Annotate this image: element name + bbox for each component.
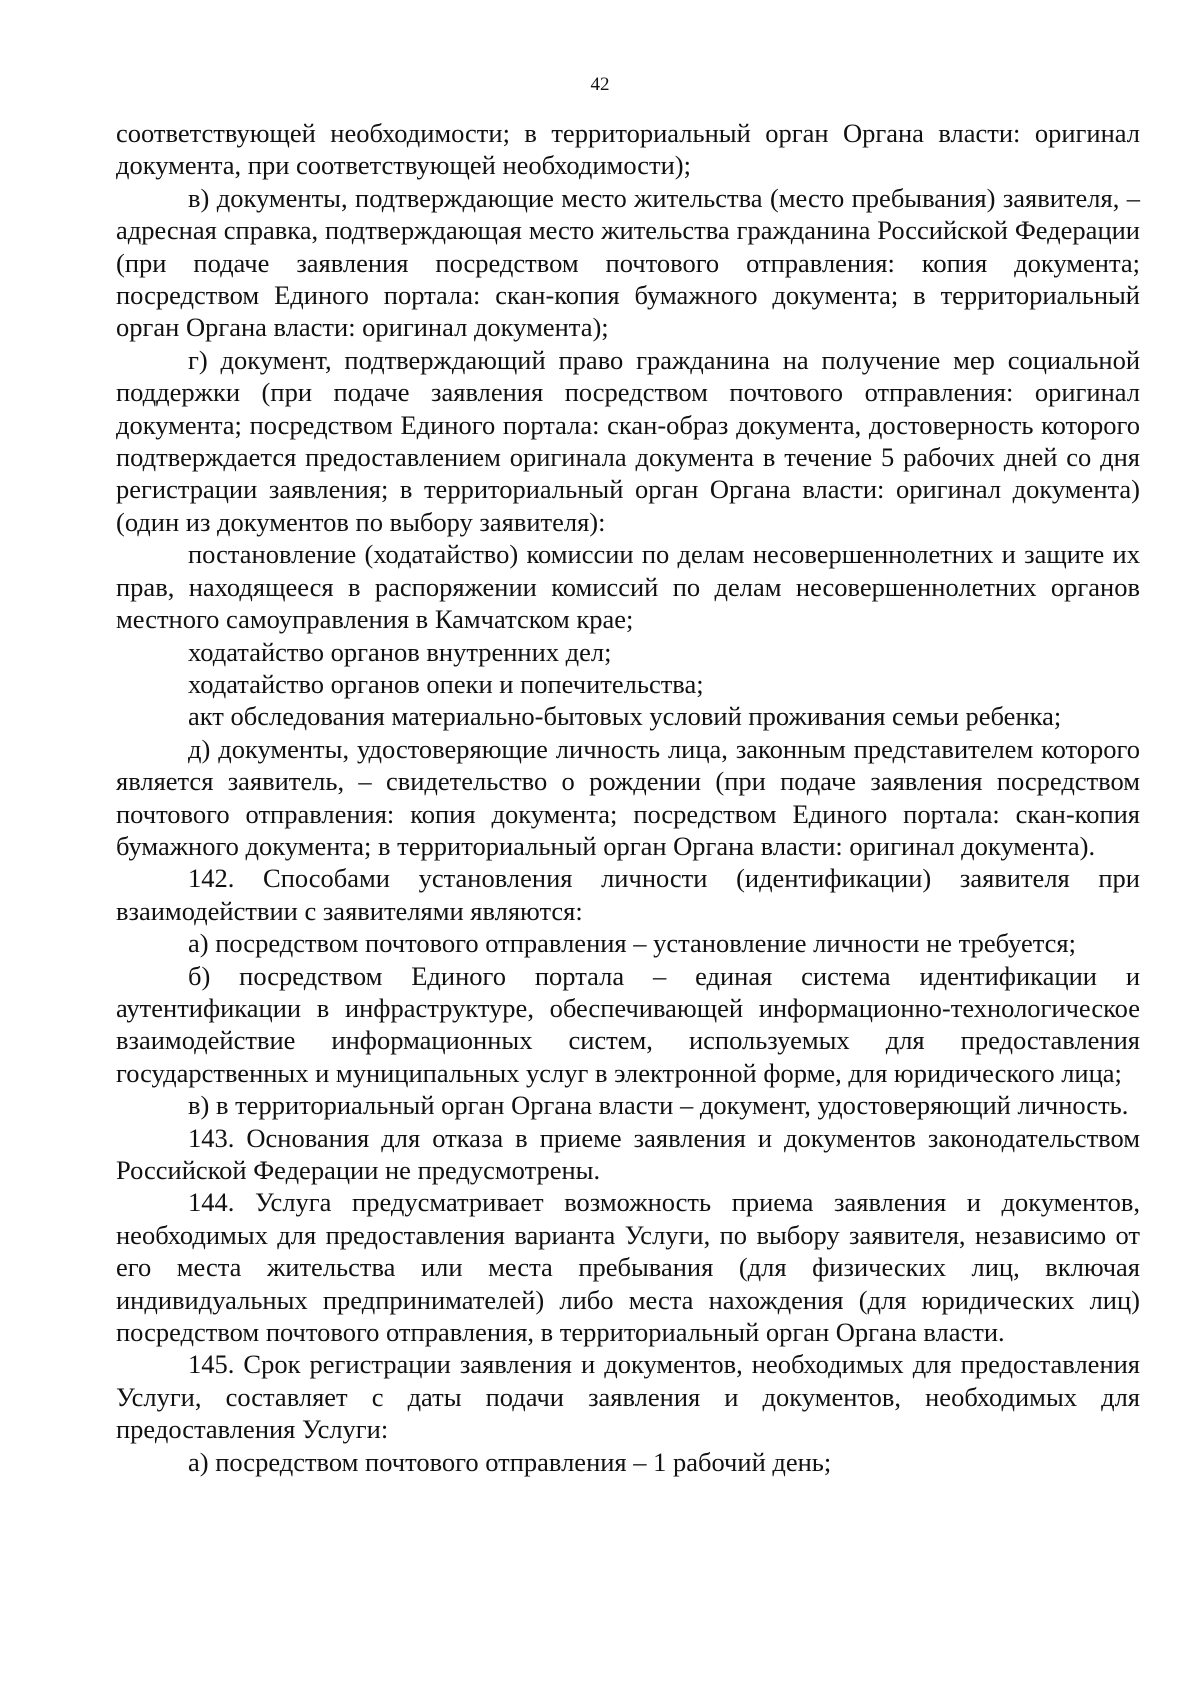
paragraph: акт обследования материально-бытовых условий проживания семьи ребенка; <box>188 701 1062 732</box>
paragraph: а) посредством почтового отправления – 1 рабочий день; <box>188 1446 832 1477</box>
paragraph: ходатайство органов внутренних дел; <box>188 636 612 667</box>
paragraph: 143. Основания для отказа в приеме заявления и документов законодательством Российской Федерации не предусмотрены. <box>116 1122 1140 1185</box>
paragraph: постановление (ходатайство) комиссии по делам несовершеннолетних и защите их прав, находящееся в распоряжении комиссий по делам несовершеннолетних органов местного самоуправления в Камчатском крае; <box>116 539 1140 635</box>
paragraph: б) посредством Единого портала – единая система идентификации и аутентификации в инфраструктуре, обеспечивающей информационно-технологическое взаимодействие информационных систем, используемых для предоставления государственных и муниципальных услуг в электронной форме, для юридического лица; <box>116 960 1140 1088</box>
paragraph: в) в территориальный орган Органа власти – документ, удостоверяющий личность. <box>188 1090 1129 1121</box>
paragraph: г) документ, подтверждающий право гражданина на получение мер социальной поддержки (при подаче заявления посредством почтового отправления: оригинал документа; посредством Единого портала: скан-образ документа, достоверность которого подтверждается предоставлением оригинала документа в течение 5 рабочих дней со дня регистрации заявления; в территориальный орган Органа власти: оригинал документа) (один из документов по выбору заявителя): <box>116 344 1140 537</box>
paragraph: 144. Услуга предусматривает возможность приема заявления и документов, необходимых для предоставления варианта Услуги, по выбору заявителя, независимо от его места жительства или места пребывания (для физических лиц, включая индивидуальных предпринимателей) либо места нахождения (для юридических лиц) посредством почтового отправления, в территориальный орган Органа власти. <box>116 1187 1140 1348</box>
paragraph: 142. Способами установления личности (идентификации) заявителя при взаимодействии с заявителями являются: <box>116 863 1140 926</box>
paragraph: соответствующей необходимости; в территориальный орган Органа власти: оригинал документа, при соответствующей необходимости); <box>116 118 1140 181</box>
paragraph: д) документы, удостоверяющие личность лица, законным представителем которого является заявитель, – свидетельство о рождении (при подаче заявления посредством почтового отправления: копия документа; посредством Единого портала: скан-копия бумажного документа; в территориальный орган Органа власти: оригинал документа). <box>116 733 1140 861</box>
paragraph: ходатайство органов опеки и попечительства; <box>188 668 704 699</box>
paragraph: 145. Срок регистрации заявления и документов, необходимых для предоставления Услуги, составляет с даты подачи заявления и документов, необходимых для предоставления Услуги: <box>116 1349 1140 1445</box>
document-body <box>116 117 1140 1478</box>
paragraph: в) документы, подтверждающие место жительства (место пребывания) заявителя, – адресная справка, подтверждающая место жительства гражданина Российской Федерации (при подаче заявления посредством почтового отправления: копия документа; посредством Единого портала: скан-копия бумажного документа; в территориальный орган Органа власти: оригинал документа); <box>116 182 1140 343</box>
paragraph: а) посредством почтового отправления – установление личности не требуется; <box>188 928 1076 959</box>
page-number: 42 <box>590 74 610 95</box>
